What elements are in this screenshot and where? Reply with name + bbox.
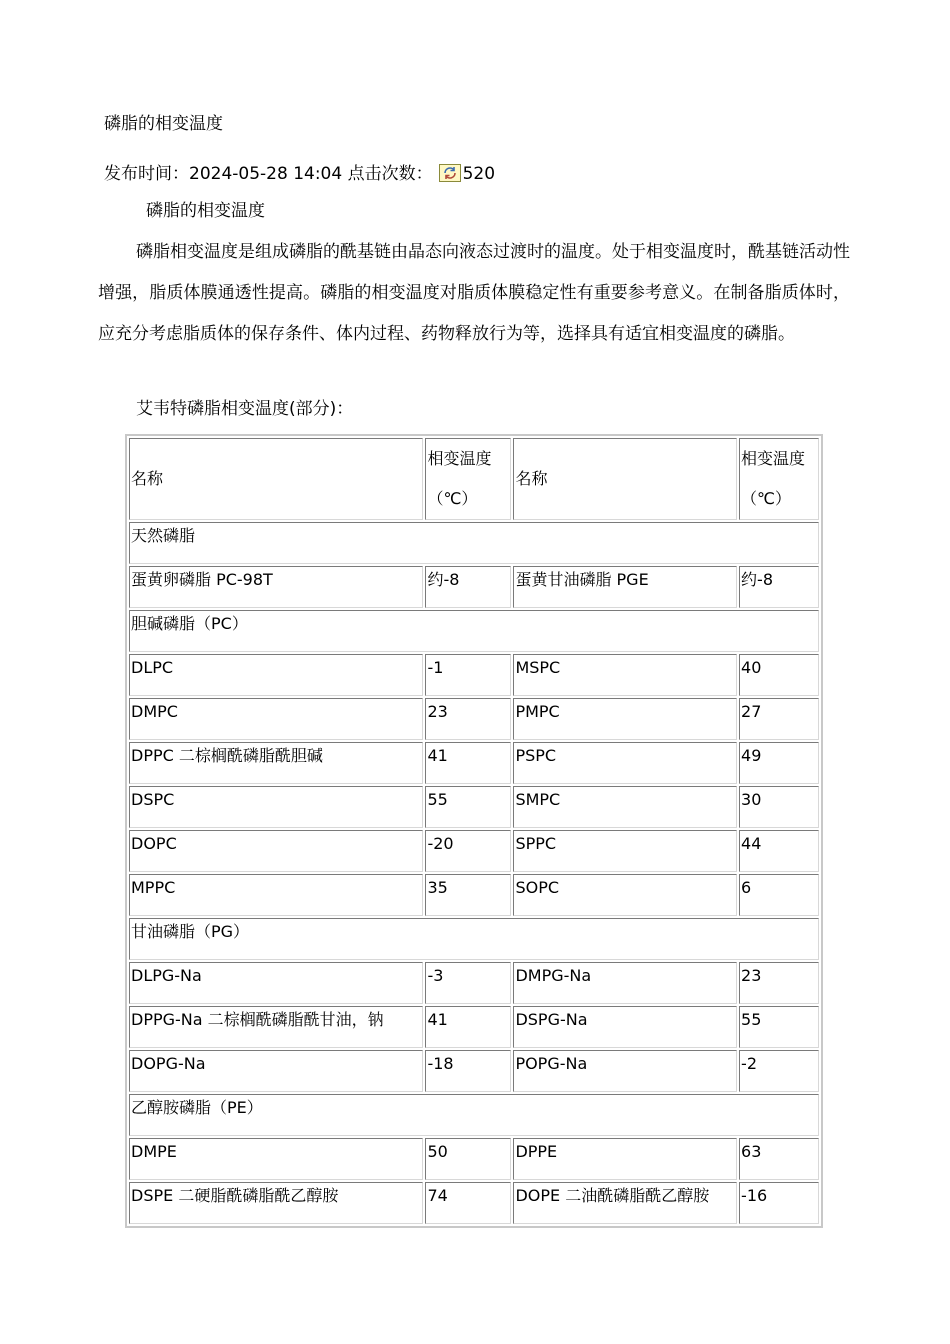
cell-temp-text: -16 — [741, 1186, 768, 1205]
section-title — [129, 1094, 819, 1136]
cell-name-text: MSPC — [515, 658, 561, 677]
cell-name — [513, 1138, 737, 1180]
section-row — [129, 918, 819, 960]
header-temp — [739, 438, 819, 520]
table-row — [129, 1050, 819, 1092]
table-row — [129, 874, 819, 916]
cell-temp-text: 44 — [741, 834, 762, 853]
cell-name — [129, 962, 423, 1004]
table-row — [129, 654, 819, 696]
cell-name-text: SOPC — [515, 878, 560, 897]
cell-temp-text: 约-8 — [741, 570, 774, 589]
cell-temp — [739, 786, 819, 828]
cell-name — [129, 830, 423, 872]
cell-name-text: SPPC — [515, 834, 557, 853]
article-meta — [104, 163, 495, 185]
cell-temp-text: 6 — [741, 878, 752, 897]
header-name: 名称 — [129, 438, 423, 520]
cell-name-text: MPPC — [131, 878, 176, 897]
published-value: 2024-05-28 14:04 — [189, 164, 343, 184]
cell-temp-text: -1 — [427, 658, 444, 677]
table-row — [129, 698, 819, 740]
cell-temp-text: -3 — [427, 966, 444, 985]
cell-name-text: DSPG-Na — [515, 1010, 588, 1029]
cell-temp — [739, 1006, 819, 1048]
cell-name-text: DOPC — [131, 834, 177, 853]
table-row — [129, 830, 819, 872]
cell-name — [513, 786, 737, 828]
cell-temp — [425, 962, 511, 1004]
cell-name-text: 蛋黄甘油磷脂 PGE — [515, 570, 649, 589]
cell-temp-text: 23 — [741, 966, 762, 985]
header-temp-line2: （℃） — [741, 489, 792, 508]
section-row — [129, 522, 819, 564]
cell-temp — [425, 1006, 511, 1048]
refresh-counter-icon — [439, 164, 461, 182]
clicks-label: 点击次数： — [347, 164, 433, 184]
cell-temp-text: -18 — [427, 1054, 454, 1073]
cell-name-text: DOPG-Na — [131, 1054, 206, 1073]
cell-name-text: POPG-Na — [515, 1054, 588, 1073]
cell-name-text: DMPC — [131, 702, 178, 721]
cell-temp-text: 35 — [427, 878, 448, 897]
cell-name — [129, 566, 423, 608]
cell-temp-text: 49 — [741, 746, 762, 765]
cell-temp — [739, 1050, 819, 1092]
cell-name — [129, 698, 423, 740]
cell-name — [513, 1050, 737, 1092]
cell-temp — [425, 874, 511, 916]
section-title-text: 乙醇胺磷脂（PE） — [131, 1098, 263, 1117]
cell-name-text: SMPC — [515, 790, 561, 809]
cell-temp-text: 63 — [741, 1142, 762, 1161]
cell-name — [513, 830, 737, 872]
cell-temp-text: 27 — [741, 702, 762, 721]
cell-name — [513, 742, 737, 784]
cell-temp — [425, 786, 511, 828]
cell-temp — [425, 566, 511, 608]
cell-name — [513, 654, 737, 696]
table-row — [129, 1182, 819, 1224]
cell-temp — [425, 1050, 511, 1092]
cell-temp — [739, 654, 819, 696]
cell-temp-text: 50 — [427, 1142, 448, 1161]
section-row — [129, 610, 819, 652]
header-name: 名称 — [513, 438, 737, 520]
section-title — [129, 610, 819, 652]
cell-temp — [739, 1182, 819, 1224]
cell-temp-text: 74 — [427, 1186, 448, 1205]
cell-name-text: DPPE — [515, 1142, 558, 1161]
cell-temp-text: 40 — [741, 658, 762, 677]
cell-name — [513, 1006, 737, 1048]
cell-temp-text: -20 — [427, 834, 454, 853]
section-title-text: 天然磷脂 — [131, 526, 196, 545]
cell-temp-text: 30 — [741, 790, 762, 809]
cell-name — [129, 874, 423, 916]
cell-temp — [425, 1182, 511, 1224]
section-title — [129, 522, 819, 564]
cell-name — [129, 742, 423, 784]
cell-name-text: DOPE 二油酰磷脂酰乙醇胺 — [515, 1186, 710, 1205]
cell-name — [129, 1006, 423, 1048]
cell-name-text: PSPC — [515, 746, 557, 765]
table-header-row — [129, 438, 819, 520]
section-title-text: 胆碱磷脂（PC） — [131, 614, 248, 633]
cell-name — [513, 698, 737, 740]
published-label: 发布时间： — [104, 164, 189, 184]
cell-temp-text: 约-8 — [427, 570, 460, 589]
clicks-value: 520 — [462, 164, 496, 184]
cell-name-text: DLPC — [131, 658, 174, 677]
cell-temp — [425, 830, 511, 872]
cell-name-text: DSPC — [131, 790, 175, 809]
cell-temp — [739, 742, 819, 784]
cell-temp-text: 23 — [427, 702, 448, 721]
cell-name — [129, 1050, 423, 1092]
phase-transition-table — [125, 434, 823, 1228]
cell-temp-text: 55 — [741, 1010, 762, 1029]
table-row — [129, 566, 819, 608]
cell-temp-text: -2 — [741, 1054, 757, 1073]
cell-name — [129, 654, 423, 696]
cell-temp — [425, 1138, 511, 1180]
table-row — [129, 962, 819, 1004]
cell-temp — [739, 830, 819, 872]
cell-name-text: DPPC 二棕榈酰磷脂酰胆碱 — [131, 746, 323, 765]
cell-name-text: DPPG-Na 二棕榈酰磷脂酰甘油，钠 — [131, 1010, 384, 1029]
cell-name-text: PMPC — [515, 702, 560, 721]
cell-temp — [739, 698, 819, 740]
cell-temp-text: 41 — [427, 746, 448, 765]
header-temp — [425, 438, 511, 520]
article-subtitle: 磷脂的相变温度 — [146, 201, 265, 221]
table-row — [129, 1006, 819, 1048]
cell-name-text: DLPG-Na — [131, 966, 202, 985]
section-title-text: 甘油磷脂（PG） — [131, 922, 250, 941]
cell-name — [513, 1182, 737, 1224]
cell-name-text: DSPE 二硬脂酰磷脂酰乙醇胺 — [131, 1186, 339, 1205]
cell-temp — [739, 566, 819, 608]
cell-name — [513, 566, 737, 608]
cell-name — [129, 1182, 423, 1224]
cell-temp — [425, 742, 511, 784]
cell-name-text: 蛋黄卵磷脂 PC-98T — [131, 570, 273, 589]
cell-name — [513, 874, 737, 916]
cell-temp — [739, 874, 819, 916]
cell-name — [513, 962, 737, 1004]
cell-temp — [739, 962, 819, 1004]
article-title: 磷脂的相变温度 — [104, 114, 223, 134]
cell-name-text: DMPG-Na — [515, 966, 592, 985]
header-temp-line1: 相变温度 — [427, 449, 492, 468]
cell-name-text: DMPE — [131, 1142, 177, 1161]
header-temp-line1: 相变温度 — [741, 449, 806, 468]
cell-temp — [739, 1138, 819, 1180]
cell-temp — [425, 654, 511, 696]
table-row — [129, 786, 819, 828]
table-row — [129, 742, 819, 784]
section-row — [129, 1094, 819, 1136]
cell-temp-text: 41 — [427, 1010, 448, 1029]
table-row — [129, 1138, 819, 1180]
table-caption: 艾韦特磷脂相变温度(部分)： — [136, 399, 354, 419]
cell-temp — [425, 698, 511, 740]
cell-name — [129, 786, 423, 828]
cell-temp-text: 55 — [427, 790, 448, 809]
section-title — [129, 918, 819, 960]
header-temp-line2: （℃） — [427, 489, 478, 508]
cell-name — [129, 1138, 423, 1180]
article-paragraph: 磷脂相变温度是组成磷脂的酰基链由晶态向液态过渡时的温度。处于相变温度时，酰基链活动性增强，脂质体膜通透性提高。磷脂的相变温度对脂质体膜稳定性有重要参考意义。在制备脂质体时，应充分考虑脂质体的保存条件、体内过程、药物释放行为等，选择具有适宜相变温度的磷脂。 — [98, 242, 850, 344]
